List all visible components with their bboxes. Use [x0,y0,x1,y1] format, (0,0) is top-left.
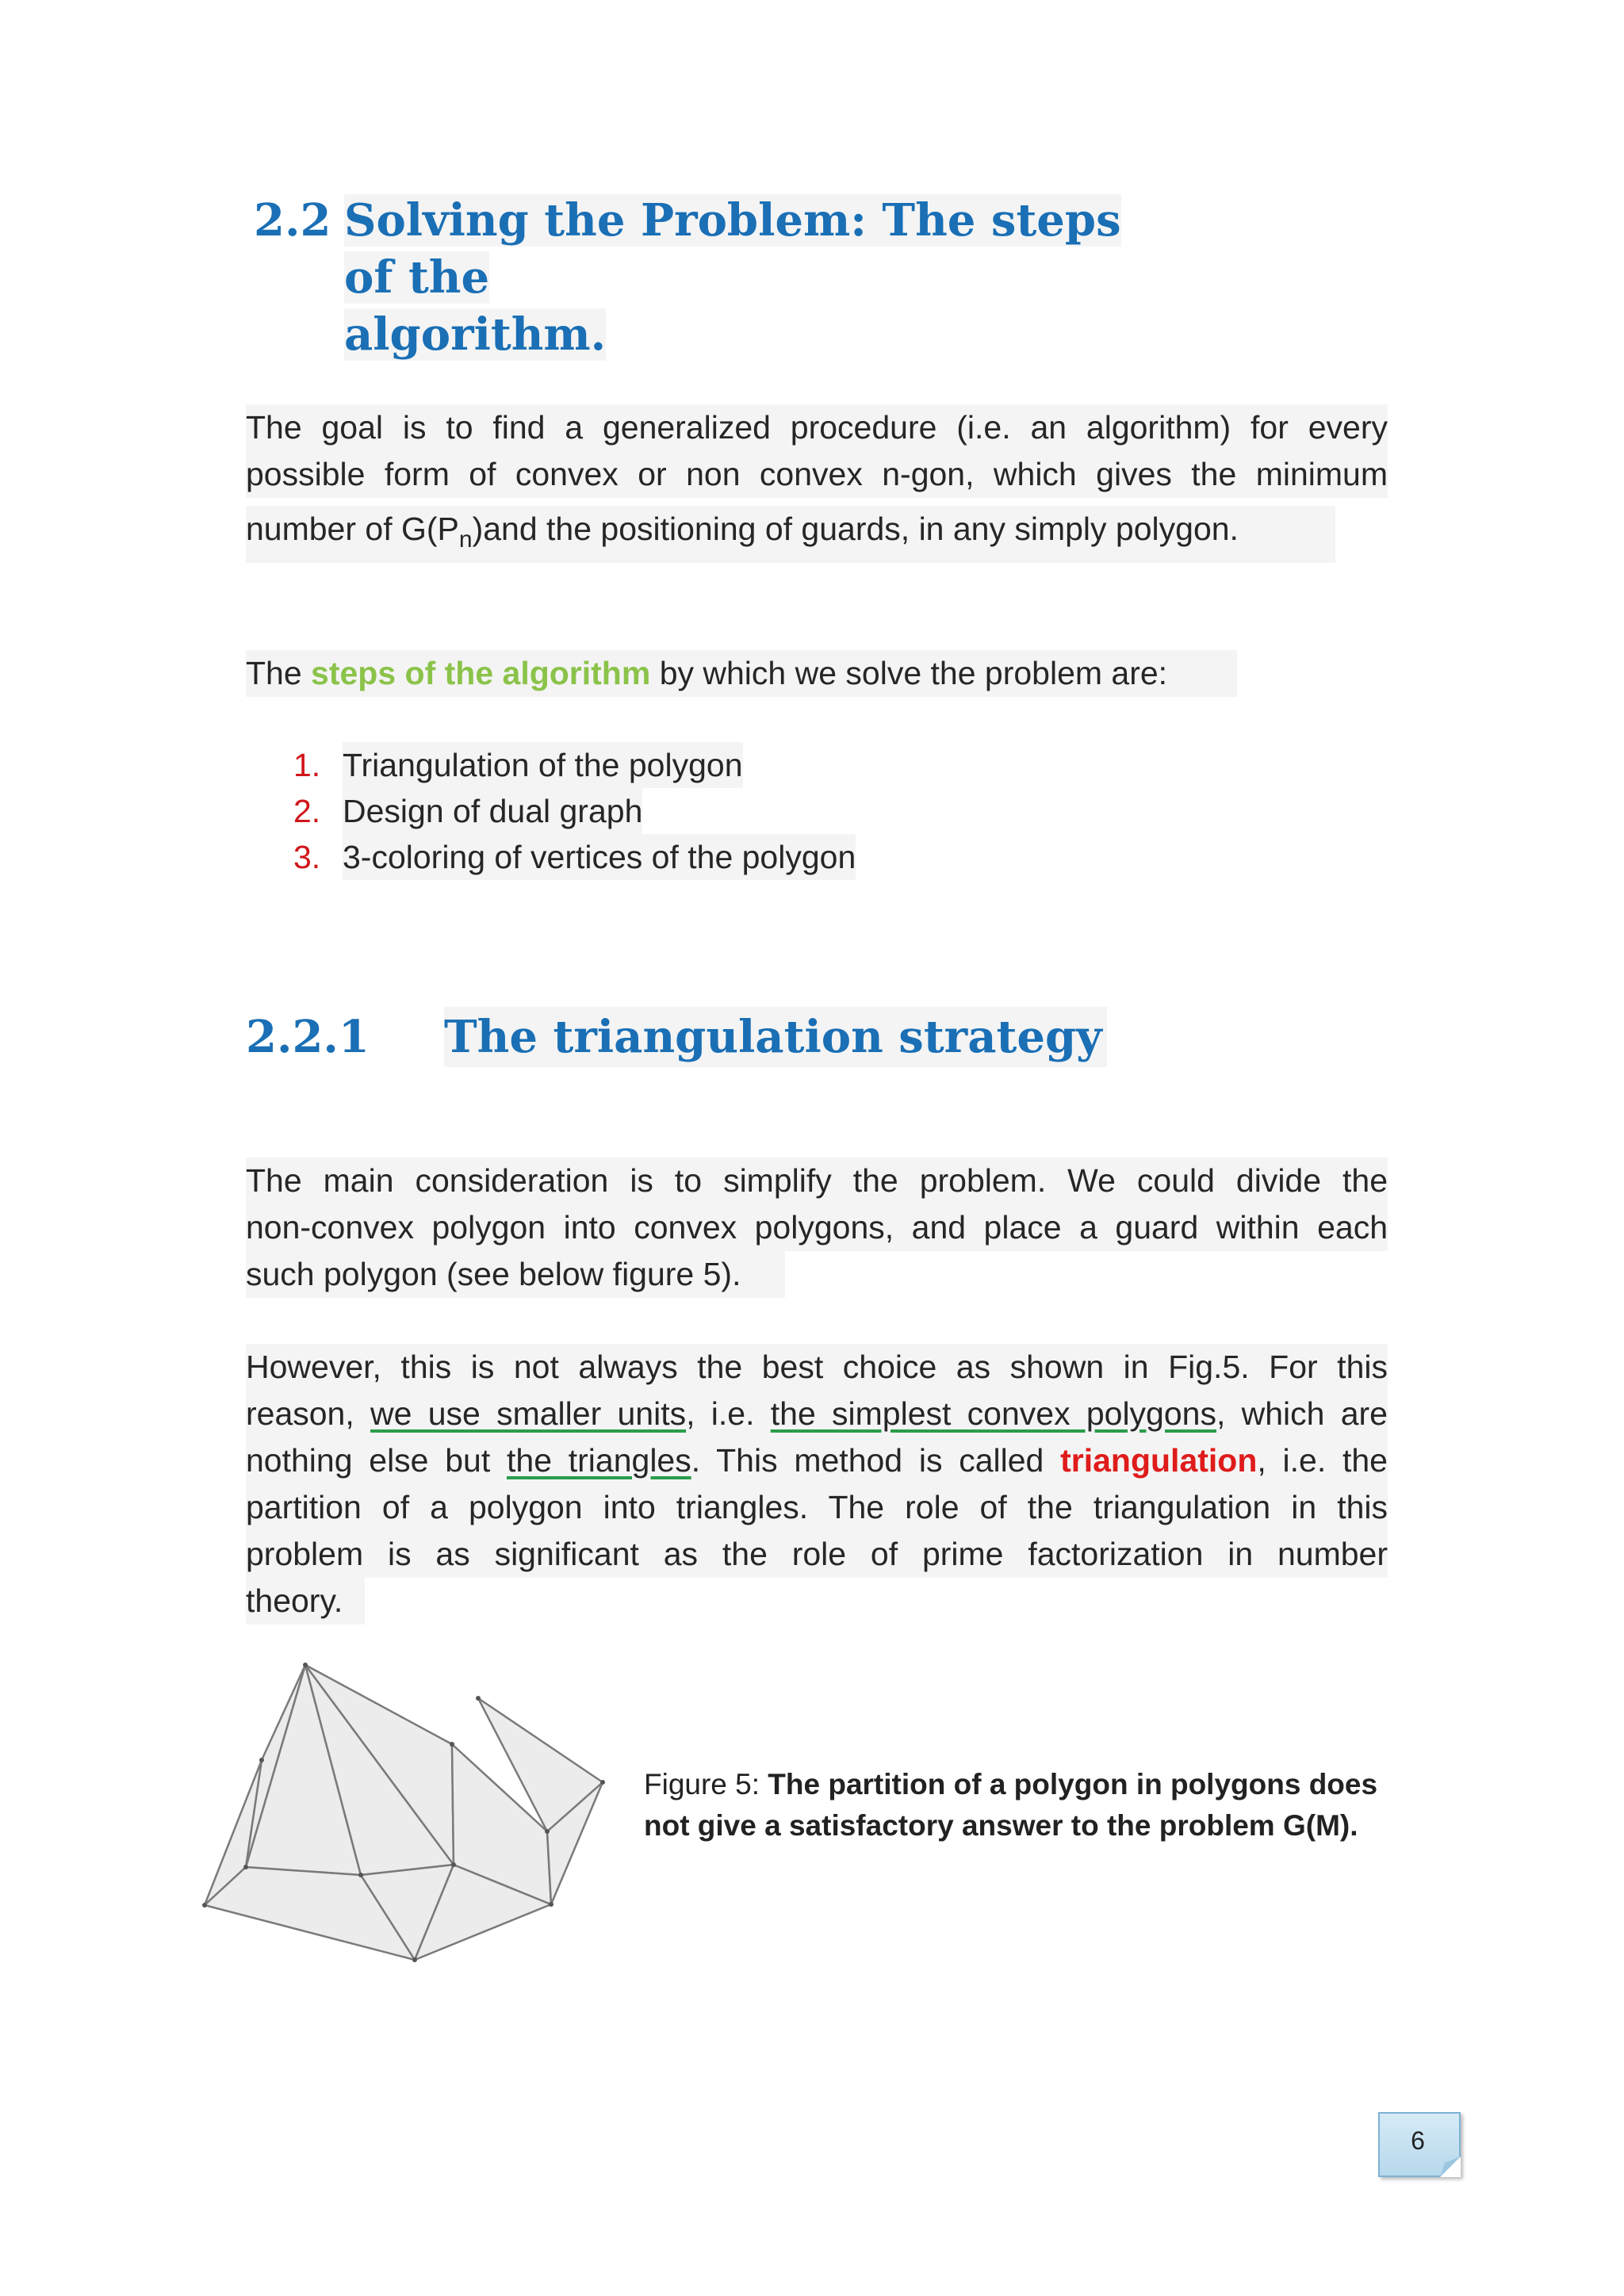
list-number: 2. [293,793,321,829]
paragraph-line: theory. [246,1578,365,1624]
intro-line: possible form of convex or non convex n-gon, which gives the minimum [246,451,1388,498]
caption-bold: not give a satisfactory answer to the problem G(M). [644,1809,1358,1842]
figure-caption [644,1764,1389,1846]
steps-intro: The steps of the algorithm by which we solve the problem are: [246,650,1388,697]
subscript-n: n [458,526,473,553]
page-curl-icon [1440,2156,1461,2177]
section-title-line2: algorithm. [344,308,607,361]
list-text: Triangulation of the polygon [343,742,743,788]
paragraph-1 [246,1158,1388,1298]
paragraph-2 [246,1344,1388,1624]
list-item [293,788,856,834]
paragraph-line: such polygon (see below figure 5). [246,1251,785,1298]
paragraph-line: partition of a polygon into triangles. The role of the triangulation in this [246,1484,1388,1531]
polygon-partition-figure [198,1649,626,1974]
paragraph-line: nothing else but the triangles. This method is called triangulation, i.e. the [246,1437,1388,1484]
section-title-line1: Solving the Problem: The steps of the [344,194,1121,304]
underlined-phrase: we use smaller units [370,1395,687,1432]
list-text: Design of dual graph [343,788,642,834]
section-number: 2.2 [254,194,331,247]
list-item [293,834,856,880]
list-item [293,742,856,788]
intro-paragraph [246,404,1388,563]
page-number-badge [1378,2112,1461,2177]
underlined-phrase: the triangles [507,1442,691,1479]
page-number: 6 [1411,2126,1425,2155]
section-title [344,192,1185,363]
list-number: 1. [293,747,321,783]
steps-list [293,742,856,880]
steps-highlight: steps of the algorithm [311,655,651,691]
list-text: 3-coloring of vertices of the polygon [343,834,856,880]
caption-bold: The partition of a polygon in polygons does [768,1768,1378,1800]
intro-line: number of $G(P_n)and$ the positioning of guards, in any simply polygon. [246,506,1335,563]
subsection-title: The triangulation strategy [444,1007,1107,1067]
underlined-phrase: the simplest convex polygons [770,1395,1216,1432]
paragraph-line: The main consideration is to simplify the problem. We could divide the [246,1158,1388,1204]
paragraph-line: However, this is not always the best choice as shown in Fig.5. For this [246,1344,1388,1391]
paragraph-line: problem is as significant as the role of prime factorization in number [246,1531,1388,1578]
caption-label: Figure 5: [644,1768,768,1800]
subsection-number: 2.2.1 [246,1011,370,1063]
intro-line: The goal is to find a generalized procedure (i.e. an algorithm) for every [246,404,1388,451]
triangulation-emphasis: triangulation [1060,1442,1258,1479]
paragraph-line: reason, we use smaller units, i.e. the simplest convex polygons, which are [246,1391,1388,1437]
list-number: 3. [293,839,321,875]
paragraph-line: non-convex polygon into convex polygons, and place a guard within each [246,1204,1388,1251]
